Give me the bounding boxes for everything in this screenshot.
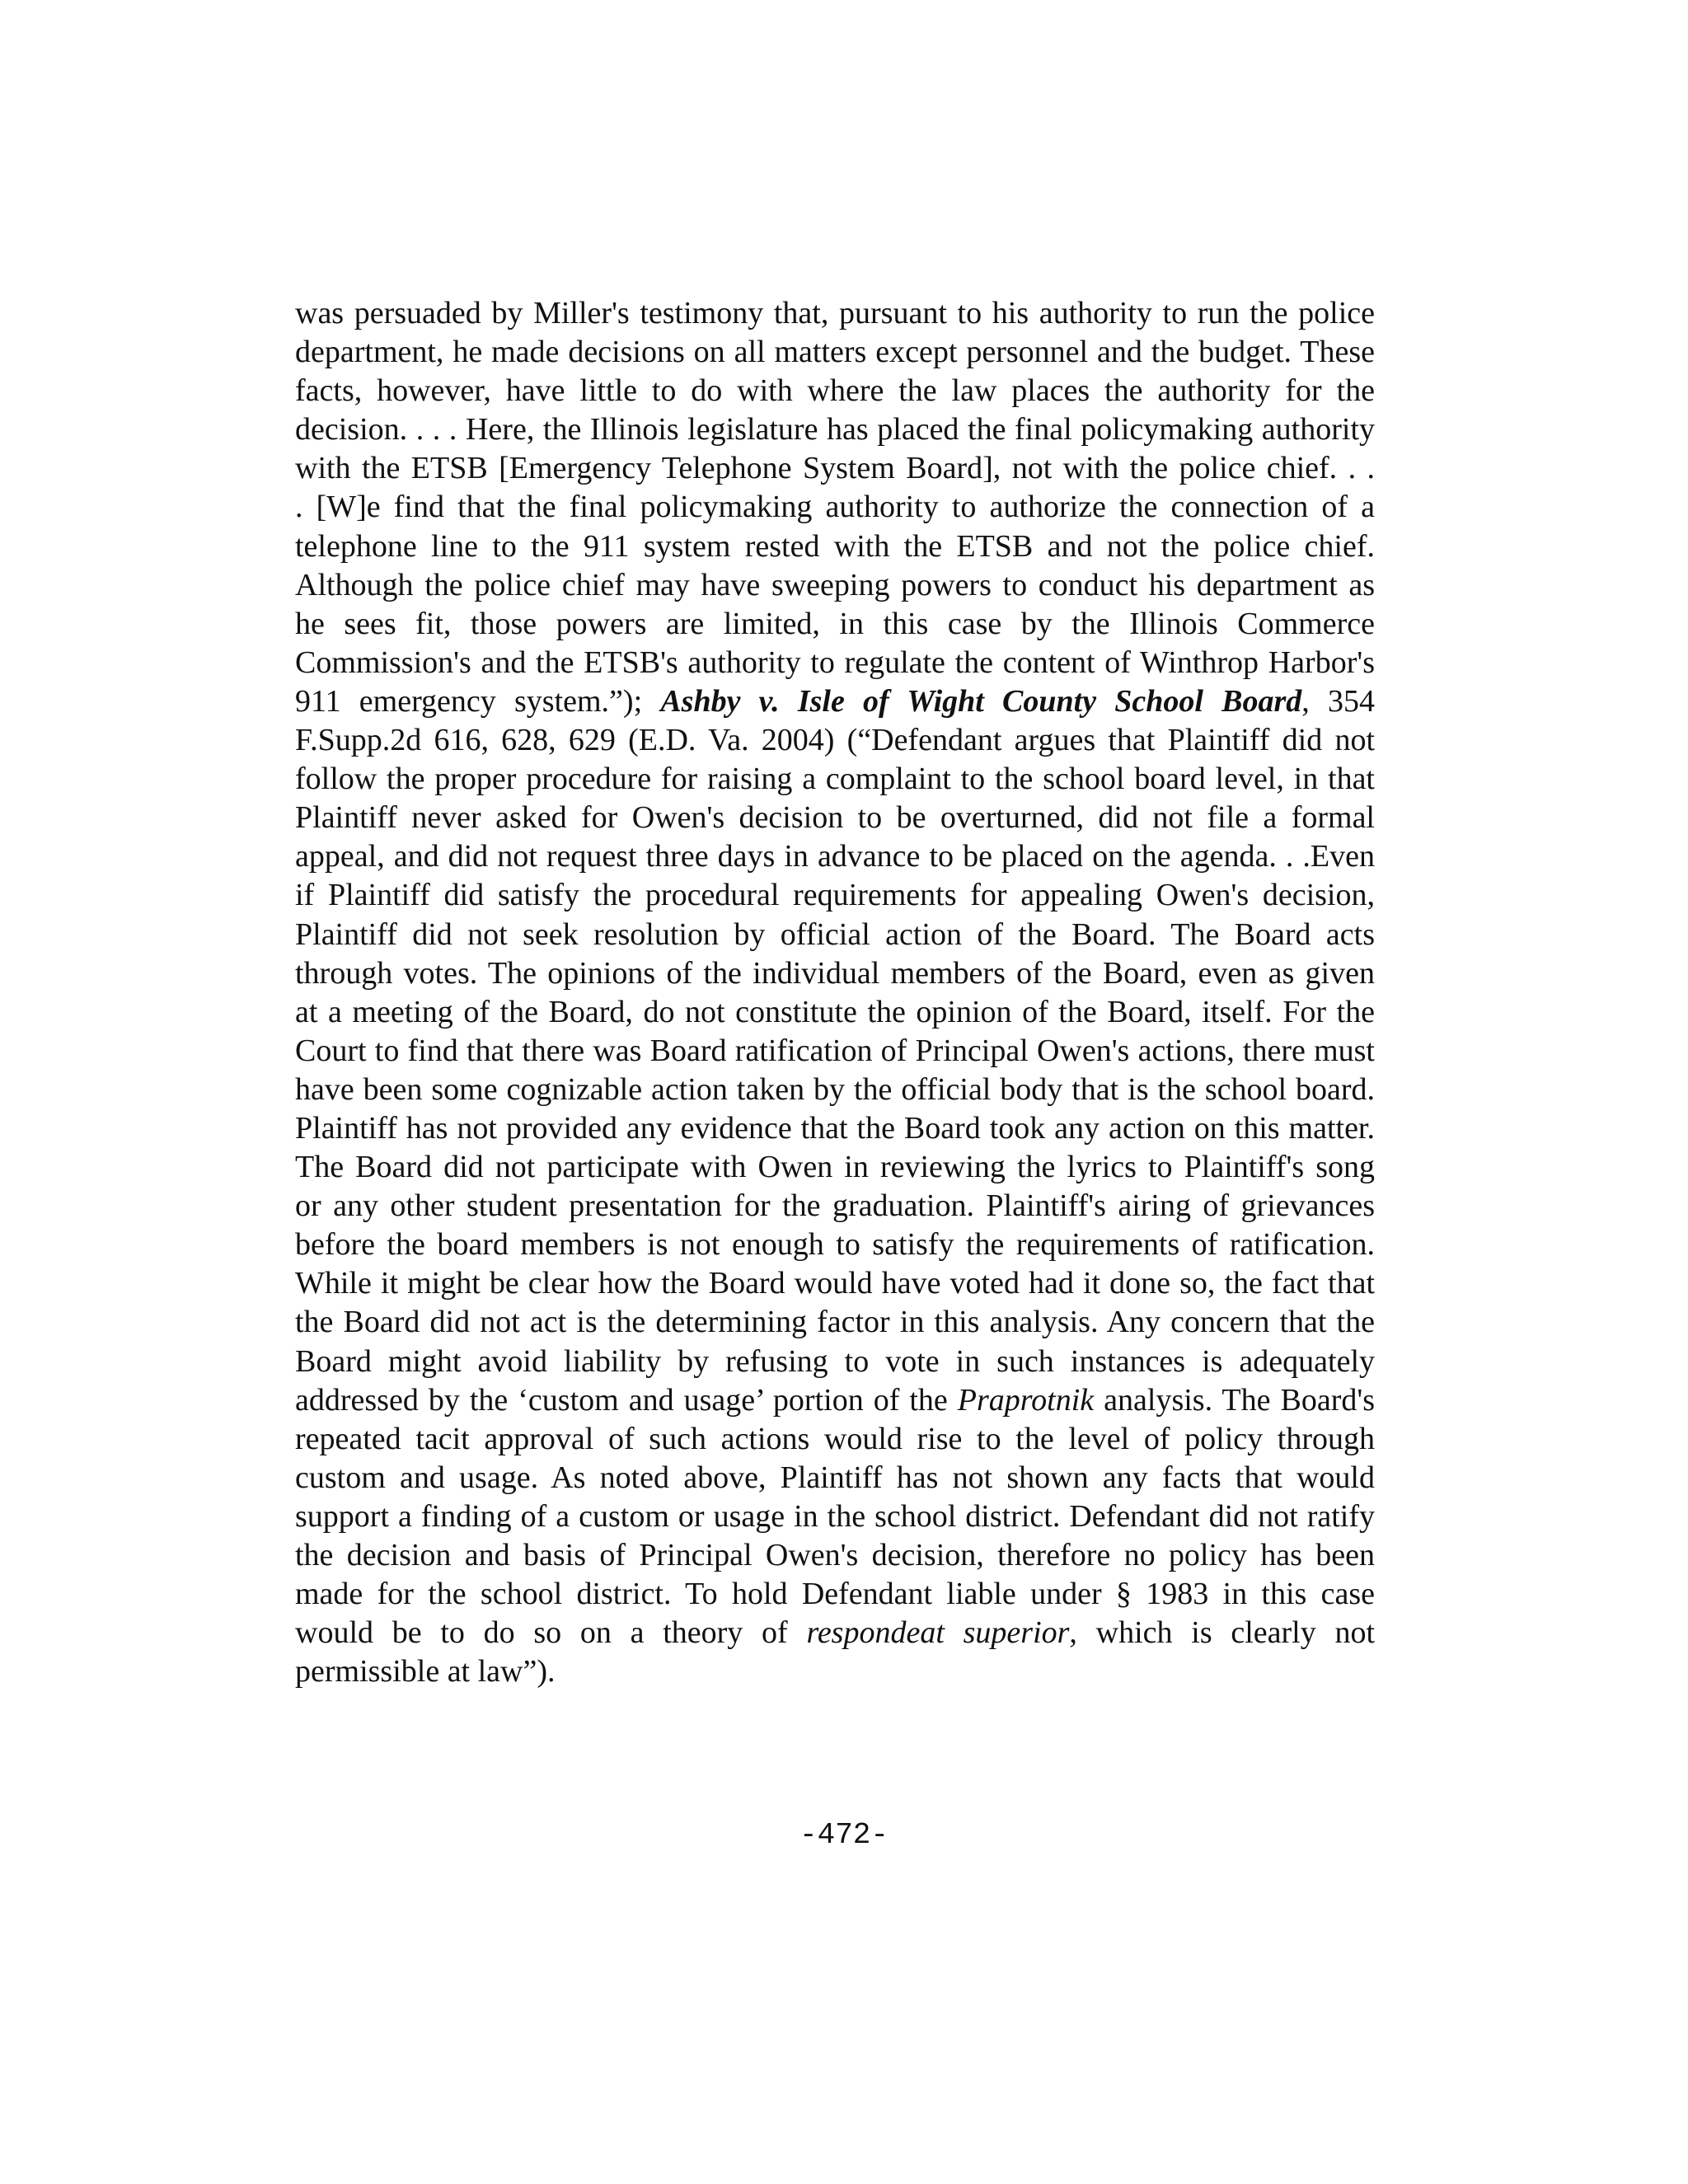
text-line [295,488,1375,527]
text-segment: analysis. The Board's [1094,1382,1375,1418]
text-line [295,1226,1375,1264]
text-segment: Although the police chief may have sweeping powers to conduct his department as [295,567,1375,602]
text-line [295,1303,1375,1342]
text-line [295,1148,1375,1187]
text-line [295,527,1375,566]
text-line [295,1614,1375,1652]
text-segment: or any other student presentation for the graduation. Plaintiff's airing of grievances [295,1188,1375,1224]
text-segment: Plaintiff has not provided any evidence that the Board took any action on this matter. [295,1110,1375,1146]
text-line [295,760,1375,799]
text-line [295,799,1375,837]
text-line [295,449,1375,488]
text-segment: addressed by the ‘custom and usage’ portion of the [295,1382,958,1418]
text-line [295,993,1375,1032]
text-segment: , which is clearly not [1069,1615,1376,1651]
text-segment: facts, however, have little to do with where the law places the authority for the [295,373,1375,409]
text-segment: telephone line to the 911 system rested with the ETSB and not the police chief. [295,528,1375,564]
text-segment: if Plaintiff did satisfy the procedural requirements for appealing Owen's decision, [295,878,1375,913]
text-segment: would be to do so on a theory of [295,1615,807,1651]
page-number: -472- [799,1818,889,1852]
text-segment: . [W]e find that the final policymaking authority to authorize the connection of a [295,490,1375,525]
text-line [295,1381,1375,1420]
body-text [295,294,1375,1691]
text-segment: Commission's and the ETSB's authority to regulate the content of Winthrop Harbor's [295,644,1375,680]
italic-term: respondeat superior [806,1615,1070,1651]
text-segment: decision. . . . Here, the Illinois legislature has placed the final policymaking authority [295,412,1375,448]
italic-term: Praprotnik [957,1382,1095,1418]
text-line [295,1264,1375,1303]
text-line [295,410,1375,449]
text-segment: Plaintiff never asked for Owen's decision to be overturned, did not file a formal [295,800,1375,836]
text-segment: repeated tacit approval of such actions would rise to the level of policy through [295,1421,1375,1456]
text-segment: have been some cognizable action taken by the official body that is the school board. [295,1071,1375,1107]
text-line [295,876,1375,915]
text-line [295,1536,1375,1575]
text-line [295,1032,1375,1071]
text-segment: the decision and basis of Principal Owen's decision, therefore no policy has been [295,1538,1375,1572]
text-line [295,1497,1375,1536]
text-line [295,837,1375,876]
text-line [295,1109,1375,1148]
text-line [295,1459,1375,1497]
text-segment: he sees fit, those powers are limited, in this case by the Illinois Commerce [295,606,1375,641]
text-line [295,721,1375,760]
text-line [295,682,1375,721]
text-line [295,372,1375,410]
text-line [295,1343,1375,1381]
text-line [295,916,1375,954]
text-segment: support a finding of a custom or usage in the school district. Defendant did not ratify [295,1498,1375,1534]
text-segment: F.Supp.2d 616, 628, 629 (E.D. Va. 2004) (“Defendant argues that Plaintiff did not [295,723,1375,758]
text-line [295,1652,1375,1691]
text-segment: Board might avoid liability by refusing to vote in such instances is adequately [295,1343,1375,1379]
text-segment: 911 emergency system.”); [295,683,661,719]
text-line [295,954,1375,993]
text-segment: Plaintiff did not seek resolution by official action of the Board. The Board acts [295,916,1375,952]
text-segment: with the ETSB [Emergency Telephone System Board], not with the police chief. . . [295,451,1375,486]
text-segment: While it might be clear how the Board would have voted had it done so, the fact that [295,1266,1375,1301]
text-segment: appeal, and did not request three days in advance to be placed on the agenda. . .Even [295,839,1375,874]
text-segment: Court to find that there was Board ratification of Principal Owen's actions, there must [295,1033,1375,1068]
text-segment: permissible at law”). [295,1654,556,1690]
text-segment: The Board did not participate with Owen in reviewing the lyrics to Plaintiff's song [295,1150,1375,1185]
text-line [295,333,1375,372]
text-segment: follow the proper procedure for raising a complaint to the school board level, in that [295,762,1375,797]
text-line [295,644,1375,682]
text-line [295,1575,1375,1614]
text-segment: before the board members is not enough to satisfy the requirements of ratification. [295,1227,1375,1263]
text-segment: was persuaded by Miller's testimony that, pursuant to his authority to run the police [295,296,1375,330]
text-line [295,566,1375,605]
text-segment: at a meeting of the Board, do not constitute the opinion of the Board, itself. For the [295,994,1375,1029]
case-citation: Ashby v. Isle of Wight County School Board [660,683,1302,719]
text-segment: custom and usage. As noted above, Plaintiff has not shown any facts that would [295,1460,1375,1495]
text-line [295,605,1375,644]
text-segment: the Board did not act is the determining factor in this analysis. Any concern that the [295,1305,1375,1340]
text-segment: through votes. The opinions of the individual members of the Board, even as given [295,955,1375,991]
text-segment: made for the school district. To hold Defendant liable under § 1983 in this case [295,1577,1375,1612]
text-line [295,1420,1375,1459]
text-line [295,294,1375,333]
text-line [295,1187,1375,1226]
text-line [295,1071,1375,1109]
text-segment: department, he made decisions on all matters except personnel and the budget. These [295,335,1375,370]
text-segment: , 354 [1301,683,1375,719]
